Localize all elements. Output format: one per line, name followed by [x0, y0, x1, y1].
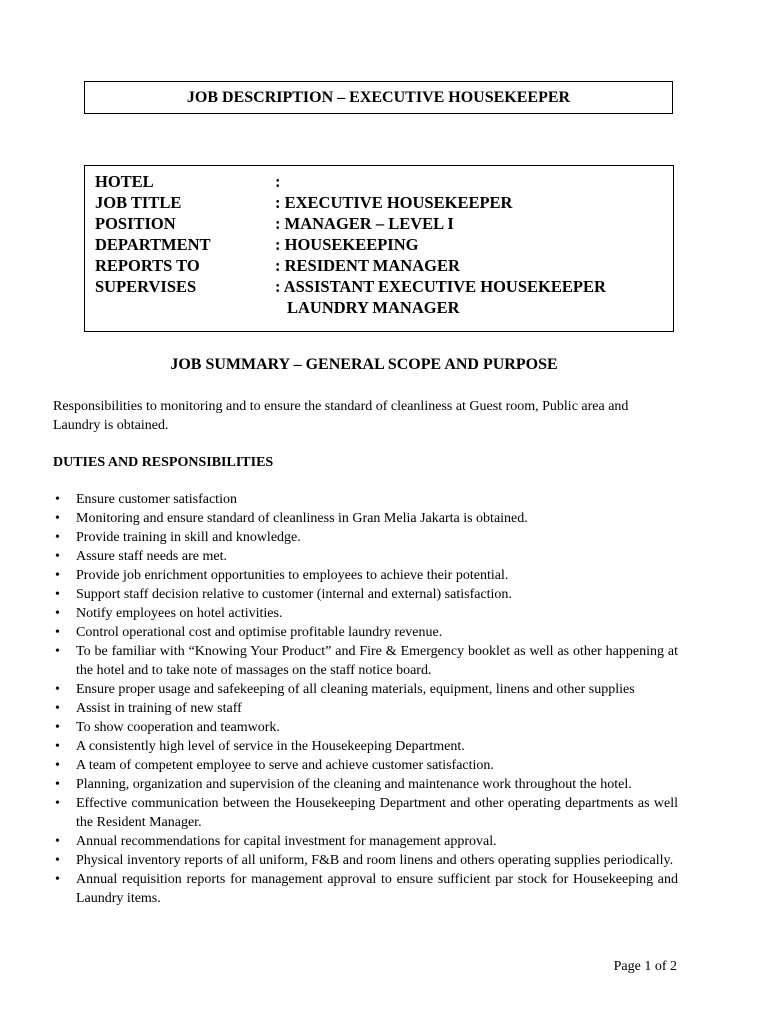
info-row-reports-to	[95, 255, 673, 276]
duty-item: • Ensure customer satisfaction	[53, 490, 678, 509]
info-label: SUPERVISES	[95, 277, 197, 296]
info-label: DEPARTMENT	[95, 235, 211, 254]
duty-item: • Assure staff needs are met.	[53, 547, 678, 566]
info-value: : HOUSEKEEPING	[275, 235, 419, 254]
duty-item: • A team of competent employee to serve and achieve customer satisfaction.	[53, 756, 678, 775]
duty-item: • A consistently high level of service in the Housekeeping Department.	[53, 737, 678, 756]
duty-item: • Assist in training of new staff	[53, 699, 678, 718]
info-value: : EXECUTIVE HOUSEKEEPER	[275, 193, 513, 212]
duty-item: • Annual recommendations for capital investment for management approval.	[53, 832, 678, 851]
duty-item: • Provide training in skill and knowledge.	[53, 528, 678, 547]
duty-item: • Monitoring and ensure standard of cleanliness in Gran Melia Jakarta is obtained.	[53, 509, 678, 528]
info-value: : RESIDENT MANAGER	[275, 256, 460, 275]
duty-item: • Planning, organization and supervision of the cleaning and maintenance work throughout the hotel.	[53, 775, 678, 794]
duty-item: • Ensure proper usage and safekeeping of all cleaning materials, equipment, linens and other supplies	[53, 680, 678, 699]
duty-item: • Effective communication between the Housekeeping Department and other operating departments as well the Resident Manager.	[53, 794, 678, 832]
info-row-department	[95, 234, 673, 255]
job-summary-text: Responsibilities to monitoring and to ensure the standard of cleanliness at Guest room, Public area and Laundry is obtained.	[53, 399, 629, 433]
info-row-job-title	[95, 192, 673, 213]
info-value: : ASSISTANT EXECUTIVE HOUSEKEEPER	[275, 277, 606, 296]
duties-heading: DUTIES AND RESPONSIBILITIES	[53, 455, 274, 470]
document-title: JOB DESCRIPTION – EXECUTIVE HOUSEKEEPER	[186, 88, 571, 106]
duty-item: • Control operational cost and optimise profitable laundry revenue.	[53, 623, 678, 642]
info-label: REPORTS TO	[95, 256, 200, 275]
info-value: : MANAGER – LEVEL I	[275, 214, 454, 233]
info-label: HOTEL	[95, 172, 154, 191]
info-row-supervises	[95, 276, 673, 297]
info-value: :	[275, 172, 281, 191]
duty-item: • To be familiar with “Knowing Your Product” and Fire & Emergency booklet as well as other happening at the hotel and to take note of massages on the staff notice board.	[53, 642, 678, 680]
duty-item: • To show cooperation and teamwork.	[53, 718, 678, 737]
job-summary-heading: JOB SUMMARY – GENERAL SCOPE AND PURPOSE	[170, 356, 558, 373]
duties-list	[53, 490, 678, 908]
info-label: POSITION	[95, 214, 176, 233]
duty-item: • Physical inventory reports of all uniform, F&B and room linens and others operating supplies periodically.	[53, 851, 678, 870]
info-row-position	[95, 213, 673, 234]
duty-item: • Support staff decision relative to customer (internal and external) satisfaction.	[53, 585, 678, 604]
page-number: Page 1 of 2	[613, 959, 677, 974]
info-supervises-continued: LAUNDRY MANAGER	[287, 298, 460, 317]
info-label: JOB TITLE	[95, 193, 182, 212]
duty-item: • Annual requisition reports for management approval to ensure sufficient par stock for Housekeeping and Laundry items.	[53, 870, 678, 908]
duty-item: • Notify employees on hotel activities.	[53, 604, 678, 623]
document-title-box	[84, 81, 673, 114]
info-row-hotel	[95, 171, 673, 192]
job-info-box	[84, 165, 674, 332]
duty-item: • Provide job enrichment opportunities to employees to achieve their potential.	[53, 566, 678, 585]
